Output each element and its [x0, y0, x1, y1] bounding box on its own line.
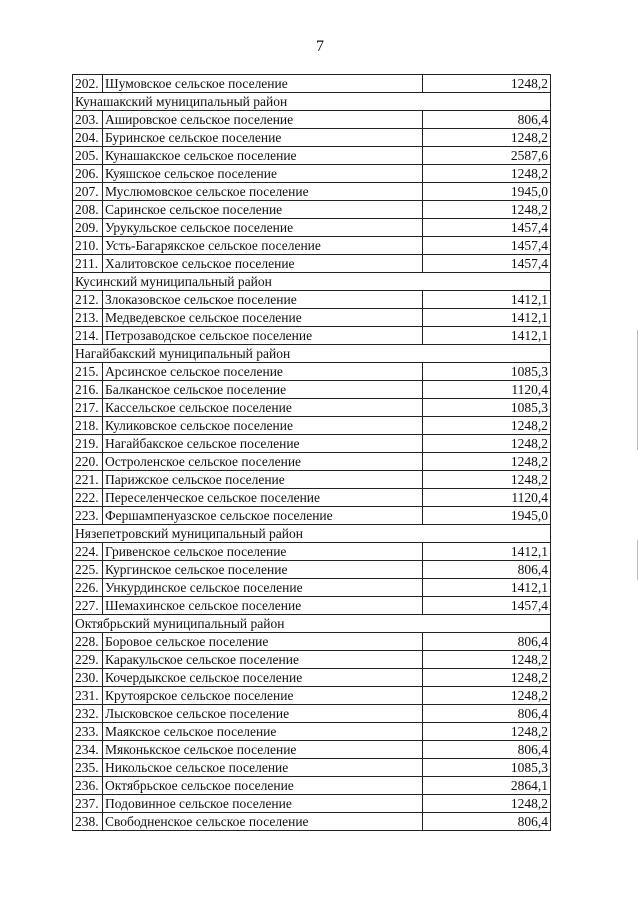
- table-row: [73, 795, 551, 813]
- section-header-row: [73, 525, 551, 543]
- settlement-name: Маякское сельское поселение: [103, 723, 423, 741]
- settlement-value: 1412,1: [423, 291, 551, 309]
- row-number: 212.: [73, 291, 103, 309]
- settlement-value: 1248,2: [423, 75, 551, 93]
- row-number: 211.: [73, 255, 103, 273]
- row-number: 217.: [73, 399, 103, 417]
- row-number: 205.: [73, 147, 103, 165]
- section-title: Кусинский муниципальный район: [73, 273, 423, 291]
- settlement-value: 1945,0: [423, 507, 551, 525]
- settlement-name: Кургинское сельское поселение: [103, 561, 423, 579]
- table-row: [73, 651, 551, 669]
- table-row: [73, 183, 551, 201]
- row-number: 220.: [73, 453, 103, 471]
- settlement-name: Никольское сельское поселение: [103, 759, 423, 777]
- row-number: 216.: [73, 381, 103, 399]
- table-body: [73, 75, 551, 831]
- settlement-value: 1457,4: [423, 237, 551, 255]
- table-row: [73, 597, 551, 615]
- settlement-value: 1412,1: [423, 327, 551, 345]
- table-row: [73, 219, 551, 237]
- table-row: [73, 201, 551, 219]
- row-number: 215.: [73, 363, 103, 381]
- settlement-name: Фершампенуазское сельское поселение: [103, 507, 423, 525]
- settlement-name: Шемахинское сельское поселение: [103, 597, 423, 615]
- row-number: 208.: [73, 201, 103, 219]
- settlement-value: 1248,2: [423, 723, 551, 741]
- row-number: 229.: [73, 651, 103, 669]
- settlement-name: Лысковское сельское поселение: [103, 705, 423, 723]
- settlement-name: Мяконькское сельское поселение: [103, 741, 423, 759]
- table-row: [73, 111, 551, 129]
- settlement-value: 806,4: [423, 705, 551, 723]
- settlements-table: [72, 74, 551, 831]
- row-number: 206.: [73, 165, 103, 183]
- settlement-name: Кассельское сельское поселение: [103, 399, 423, 417]
- settlement-value: 1085,3: [423, 363, 551, 381]
- settlement-value: 2587,6: [423, 147, 551, 165]
- row-number: 226.: [73, 579, 103, 597]
- table-row: [73, 669, 551, 687]
- table-row: [73, 741, 551, 759]
- table-row: [73, 543, 551, 561]
- settlement-value: 1248,2: [423, 795, 551, 813]
- settlement-value: 1412,1: [423, 543, 551, 561]
- table-row: [73, 399, 551, 417]
- settlement-value: 806,4: [423, 561, 551, 579]
- table-row: [73, 777, 551, 795]
- row-number: 232.: [73, 705, 103, 723]
- table-row: [73, 723, 551, 741]
- row-number: 233.: [73, 723, 103, 741]
- row-number: 236.: [73, 777, 103, 795]
- section-header-row: [73, 93, 551, 111]
- section-title: Кунашакский муниципальный район: [73, 93, 423, 111]
- table-row: [73, 633, 551, 651]
- settlement-value: 1248,2: [423, 453, 551, 471]
- row-number: 230.: [73, 669, 103, 687]
- table-row: [73, 147, 551, 165]
- table-row: [73, 327, 551, 345]
- row-number: 237.: [73, 795, 103, 813]
- row-number: 238.: [73, 813, 103, 831]
- settlement-name: Балканское сельское поселение: [103, 381, 423, 399]
- row-number: 227.: [73, 597, 103, 615]
- row-number: 203.: [73, 111, 103, 129]
- row-number: 202.: [73, 75, 103, 93]
- settlement-value: 1248,2: [423, 471, 551, 489]
- table-row: [73, 579, 551, 597]
- row-number: 204.: [73, 129, 103, 147]
- table-row: [73, 435, 551, 453]
- settlement-name: Шумовское сельское поселение: [103, 75, 423, 93]
- section-title: Нагайбакский муниципальный район: [73, 345, 423, 363]
- settlement-name: Злоказовское сельское поселение: [103, 291, 423, 309]
- section-empty-cell: [423, 525, 551, 543]
- settlement-value: 806,4: [423, 111, 551, 129]
- table-row: [73, 417, 551, 435]
- settlement-name: Октябрьское сельское поселение: [103, 777, 423, 795]
- settlement-name: Петрозаводское сельское поселение: [103, 327, 423, 345]
- settlement-value: 1248,2: [423, 687, 551, 705]
- settlement-name: Буринское сельское поселение: [103, 129, 423, 147]
- section-empty-cell: [423, 93, 551, 111]
- section-header-row: [73, 615, 551, 633]
- settlement-name: Ашировское сельское поселение: [103, 111, 423, 129]
- row-number: 214.: [73, 327, 103, 345]
- section-title: Нязепетровский муниципальный район: [73, 525, 423, 543]
- settlement-name: Свободненское сельское поселение: [103, 813, 423, 831]
- row-number: 221.: [73, 471, 103, 489]
- table-row: [73, 507, 551, 525]
- settlement-name: Нагайбакское сельское поселение: [103, 435, 423, 453]
- settlement-value: 1248,2: [423, 165, 551, 183]
- row-number: 207.: [73, 183, 103, 201]
- settlement-name: Ункурдинское сельское поселение: [103, 579, 423, 597]
- settlement-value: 1457,4: [423, 219, 551, 237]
- settlement-name: Муслюмовское сельское поселение: [103, 183, 423, 201]
- row-number: 234.: [73, 741, 103, 759]
- page-number: 7: [316, 38, 324, 55]
- table-row: [73, 705, 551, 723]
- scan-edge-mark: [637, 330, 638, 450]
- settlement-name: Подовинное сельское поселение: [103, 795, 423, 813]
- settlement-name: Арсинское сельское поселение: [103, 363, 423, 381]
- settlement-value: 1120,4: [423, 381, 551, 399]
- settlement-name: Остроленское сельское поселение: [103, 453, 423, 471]
- table-row: [73, 381, 551, 399]
- section-empty-cell: [423, 615, 551, 633]
- settlement-value: 1120,4: [423, 489, 551, 507]
- settlement-name: Кунашакское сельское поселение: [103, 147, 423, 165]
- settlement-value: 1248,2: [423, 201, 551, 219]
- settlement-name: Парижское сельское поселение: [103, 471, 423, 489]
- row-number: 209.: [73, 219, 103, 237]
- settlement-value: 1248,2: [423, 651, 551, 669]
- settlement-name: Кочердыкское сельское поселение: [103, 669, 423, 687]
- settlement-value: 2864,1: [423, 777, 551, 795]
- settlement-value: 1412,1: [423, 579, 551, 597]
- settlement-name: Усть-Багарякское сельское поселение: [103, 237, 423, 255]
- row-number: 218.: [73, 417, 103, 435]
- section-header-row: [73, 273, 551, 291]
- settlement-name: Куликовское сельское поселение: [103, 417, 423, 435]
- row-number: 224.: [73, 543, 103, 561]
- settlement-name: Медведевское сельское поселение: [103, 309, 423, 327]
- settlement-value: 1085,3: [423, 399, 551, 417]
- settlement-name: Урукульское сельское поселение: [103, 219, 423, 237]
- row-number: 228.: [73, 633, 103, 651]
- settlement-value: 1248,2: [423, 669, 551, 687]
- table-row: [73, 129, 551, 147]
- table-row: [73, 813, 551, 831]
- scan-edge-mark: [637, 540, 638, 580]
- row-number: 213.: [73, 309, 103, 327]
- row-number: 223.: [73, 507, 103, 525]
- row-number: 219.: [73, 435, 103, 453]
- table-row: [73, 165, 551, 183]
- settlement-value: 806,4: [423, 741, 551, 759]
- table-row: [73, 237, 551, 255]
- table-row: [73, 489, 551, 507]
- table-row: [73, 309, 551, 327]
- settlement-value: 806,4: [423, 813, 551, 831]
- table-row: [73, 75, 551, 93]
- settlement-name: Гривенское сельское поселение: [103, 543, 423, 561]
- table-row: [73, 687, 551, 705]
- settlement-value: 1457,4: [423, 255, 551, 273]
- table-row: [73, 561, 551, 579]
- row-number: 225.: [73, 561, 103, 579]
- settlement-value: 1412,1: [423, 309, 551, 327]
- settlement-name: Каракульское сельское поселение: [103, 651, 423, 669]
- settlement-value: 1457,4: [423, 597, 551, 615]
- table-row: [73, 453, 551, 471]
- settlement-name: Халитовское сельское поселение: [103, 255, 423, 273]
- table-row: [73, 291, 551, 309]
- settlement-value: 1248,2: [423, 417, 551, 435]
- row-number: 222.: [73, 489, 103, 507]
- settlement-name: Саринское сельское поселение: [103, 201, 423, 219]
- row-number: 231.: [73, 687, 103, 705]
- settlement-value: 1945,0: [423, 183, 551, 201]
- section-header-row: [73, 345, 551, 363]
- section-empty-cell: [423, 273, 551, 291]
- section-empty-cell: [423, 345, 551, 363]
- settlement-value: 806,4: [423, 633, 551, 651]
- table-row: [73, 363, 551, 381]
- settlement-value: 1248,2: [423, 435, 551, 453]
- table-row: [73, 255, 551, 273]
- settlement-name: Боровое сельское поселение: [103, 633, 423, 651]
- table-row: [73, 471, 551, 489]
- settlement-value: 1248,2: [423, 129, 551, 147]
- settlement-name: Переселенческое сельское поселение: [103, 489, 423, 507]
- settlement-name: Крутоярское сельское поселение: [103, 687, 423, 705]
- settlement-value: 1085,3: [423, 759, 551, 777]
- row-number: 210.: [73, 237, 103, 255]
- section-title: Октябрьский муниципальный район: [73, 615, 423, 633]
- row-number: 235.: [73, 759, 103, 777]
- table-row: [73, 759, 551, 777]
- settlement-name: Куяшское сельское поселение: [103, 165, 423, 183]
